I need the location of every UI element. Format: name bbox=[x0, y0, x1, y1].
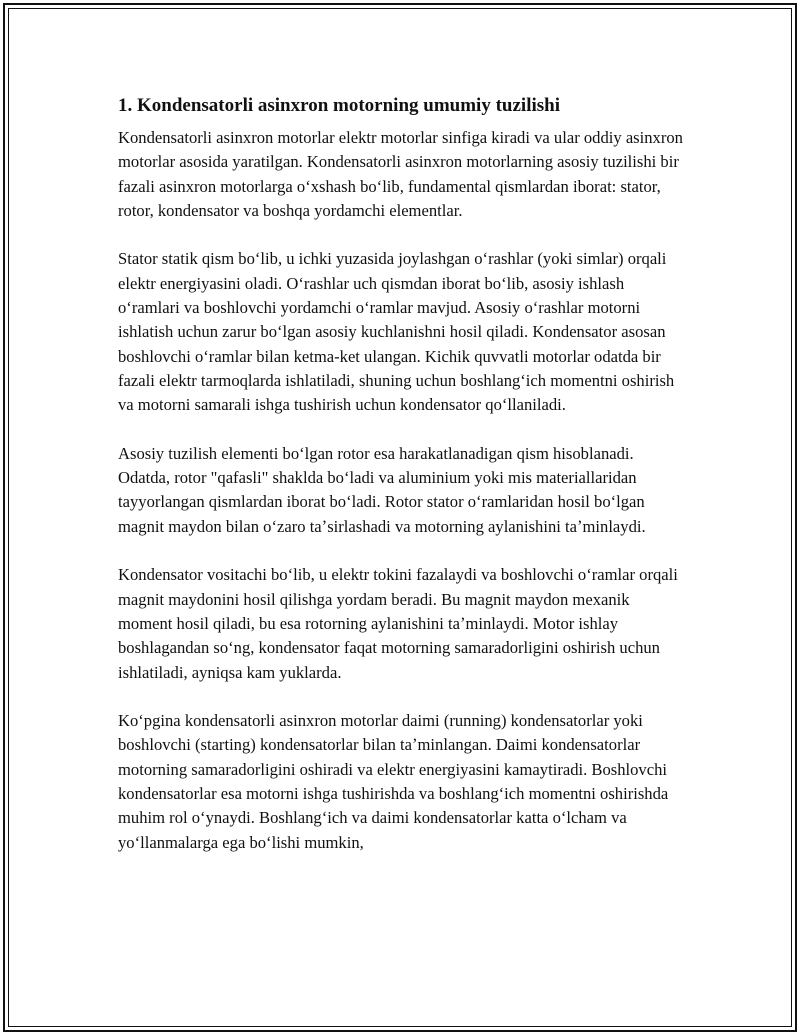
paragraph-capacitor: Kondensator vositachi boʻlib, u elektr tokini fazalaydi va boshlovchi oʻramlar orqali magnit maydonini hosil qilishga yordam beradi. Bu magnit maydon mexanik moment hosil qiladi, bu esa rotorning aylanishini taʼminlaydi. Motor ishlay boshlagandan soʻng, kondensator faqat motorning samaradorligini oshirish uchun ishlatiladi, ayniqsa kam yuklarda. bbox=[118, 565, 678, 682]
paragraph-rotor: Asosiy tuzilish elementi boʻlgan rotor esa harakatlanadigan qism hisoblanadi. Odatda, rotor "qafasli" shaklda boʻladi va aluminium yoki mis materiallaridan tayyorlangan qismlardan iborat boʻladi. Rotor stator oʻramlaridan hosil boʻlgan magnit maydon bilan oʻzaro taʼsirlashadi va motorning aylanishini taʼminlaydi. bbox=[118, 443, 646, 536]
paragraph-general-structure: Kondensatorli asinxron motorlar elektr motorlar sinfiga kiradi va ular oddiy asinxron motorlar asosida yaratilgan. Kondensatorli asinxron motorlarning asosiy tuzilishi bir fazali asinxron motorlarga oʻxshash boʻlib, fundamental qismlardan iborat: stator, rotor, kondensator va boshqa yordamchi elementlar. bbox=[118, 128, 683, 220]
paragraph-stator: Stator statik qism boʻlib, u ichki yuzasida joylashgan oʻrashlar (yoki simlar) orqali elektr energiyasini oladi. Oʻrashlar uch qismdan iborat boʻlib, asosiy ishlash oʻramlari va boshlovchi yordamchi oʻramlar mavjud. Asosiy oʻrashlar motorni ishlatish uchun zarur boʻlgan asosiy kuchlanishni hosil qiladi. Kondensator asosan boshlovchi oʻramlar bilan ketma-ket ulangan. Kichik quvvatli motorlar odatda bir fazali elektr tarmoqlarda ishlatiladi, shuning uchun boshlangʻich momentni oshirish va motorni samarali ishga tushirish uchun kondensator qoʻllaniladi. bbox=[118, 249, 675, 415]
document-body bbox=[118, 92, 688, 879]
section-heading: 1. Kondensatorli asinxron motorning umumiy tuzilishi bbox=[118, 95, 560, 116]
paragraph-capacitor-types: Koʻpgina kondensatorli asinxron motorlar daimi (running) kondensatorlar yoki boshlovchi (starting) kondensatorlar bilan taʼminlangan. Daimi kondensatorlar motorning samaradorligini oshiradi va elektr energiyasini kamaytiradi. Boshlovchi kondensatorlar esa motorni ishga tushirishda va boshlangʻich momentni oshirishda muhim rol oʻynaydi. Boshlangʻich va daimi kondensatorlar katta oʻlcham va yoʻllanmalarga ega boʻlishi mumkin, bbox=[118, 711, 669, 852]
